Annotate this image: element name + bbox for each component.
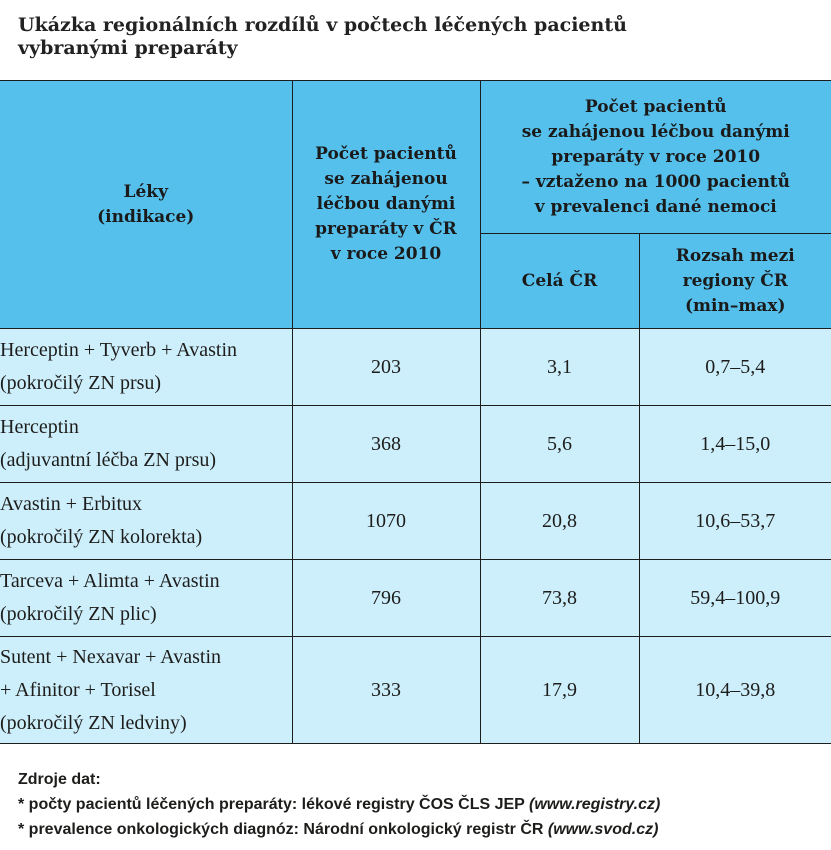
- cell-pocet: 368: [292, 406, 480, 483]
- cell-cela: 73,8: [480, 560, 639, 637]
- cell-pocet: 333: [292, 637, 480, 744]
- lek-line: Herceptin: [0, 416, 79, 438]
- cell-cela: 3,1: [480, 329, 639, 406]
- cell-rozsah: 10,4–39,8: [639, 637, 831, 744]
- sources-heading: Zdroje dat:: [18, 771, 101, 788]
- header-pocet-line: v roce 2010: [330, 244, 442, 264]
- header-vztazeno-line: v prevalenci dané nemoci: [534, 196, 777, 217]
- cell-lek: [0, 406, 292, 483]
- lek-line: (pokročilý ZN ledviny): [0, 711, 187, 734]
- sources-line-1: [18, 792, 818, 817]
- drug-table: [0, 80, 831, 744]
- header-rozsah-line: regiony ČR: [682, 270, 788, 291]
- header-vztazeno-line: preparáty v roce 2010: [551, 146, 761, 167]
- title-line-2: vybranými preparáty: [18, 37, 238, 59]
- lek-line: Tarceva + Alimta + Avastin: [0, 570, 220, 592]
- page-title: [18, 14, 808, 60]
- header-cela-cr: [480, 234, 639, 329]
- lek-line: + Afinitor + Torisel: [0, 678, 156, 701]
- cell-lek: [0, 560, 292, 637]
- lek-line: Herceptin + Tyverb + Avastin: [0, 339, 238, 361]
- header-pocet-line: léčbou danými: [316, 194, 456, 214]
- lek-line: (pokročilý ZN kolorekta): [0, 526, 203, 548]
- cell-rozsah: 10,6–53,7: [639, 483, 831, 560]
- table-row: [0, 560, 831, 637]
- header-pocet-line: Počet pacientů: [315, 144, 457, 164]
- header-rozsah: [639, 234, 831, 329]
- cell-cela: 17,9: [480, 637, 639, 744]
- lek-line: (pokročilý ZN prsu): [0, 372, 162, 394]
- cell-lek: [0, 483, 292, 560]
- header-rozsah-line: (min–max): [684, 295, 786, 316]
- table-row: [0, 406, 831, 483]
- cell-lek: [0, 329, 292, 406]
- cell-cela: 20,8: [480, 483, 639, 560]
- header-vztazeno-line: se zahájenou léčbou danými: [521, 121, 790, 142]
- sources-line-2: [18, 817, 818, 842]
- header-pocet-line: preparáty v ČR: [315, 219, 457, 239]
- header-vztazeno: [480, 81, 831, 234]
- lek-line: (adjuvantní léčba ZN prsu): [0, 449, 217, 471]
- cell-pocet: 796: [292, 560, 480, 637]
- cell-rozsah: 1,4–15,0: [639, 406, 831, 483]
- table-row: [0, 329, 831, 406]
- header-leky-line: Léky: [123, 181, 168, 202]
- table-row: [0, 637, 831, 744]
- header-vztazeno-line: Počet pacientů: [584, 96, 727, 117]
- cell-pocet: 203: [292, 329, 480, 406]
- table-row: [0, 483, 831, 560]
- header-rozsah-line: Rozsah mezi: [675, 245, 795, 266]
- header-pocet: [292, 81, 480, 329]
- title-line-1: Ukázka regionálních rozdílů v počtech léčených pacientů: [18, 14, 627, 36]
- sources-line-1-text: * počty pacientů léčených preparáty: lékové registry ČOS ČLS JEP: [18, 796, 530, 813]
- cell-pocet: 1070: [292, 483, 480, 560]
- registry-link: (www.registry.cz): [529, 796, 661, 813]
- header-vztazeno-line: – vztaženo na 1000 pacientů: [521, 171, 791, 192]
- header-pocet-line: se zahájenou: [324, 169, 448, 189]
- sources-line-2-text: * prevalence onkologických diagnóz: Národní onkologický registr ČR: [18, 821, 548, 838]
- cell-rozsah: 0,7–5,4: [639, 329, 831, 406]
- header-leky-line: (indikace): [97, 206, 195, 227]
- cell-lek: [0, 637, 292, 744]
- lek-line: Sutent + Nexavar + Avastin: [0, 645, 222, 668]
- cell-cela: 5,6: [480, 406, 639, 483]
- cell-rozsah: 59,4–100,9: [639, 560, 831, 637]
- svod-link: (www.svod.cz): [547, 821, 659, 838]
- header-leky: [0, 81, 292, 329]
- header-cela-cr-label: Celá ČR: [521, 270, 598, 291]
- sources-note: [18, 767, 818, 842]
- lek-line: Avastin + Erbitux: [0, 493, 143, 515]
- lek-line: (pokročilý ZN plic): [0, 603, 157, 625]
